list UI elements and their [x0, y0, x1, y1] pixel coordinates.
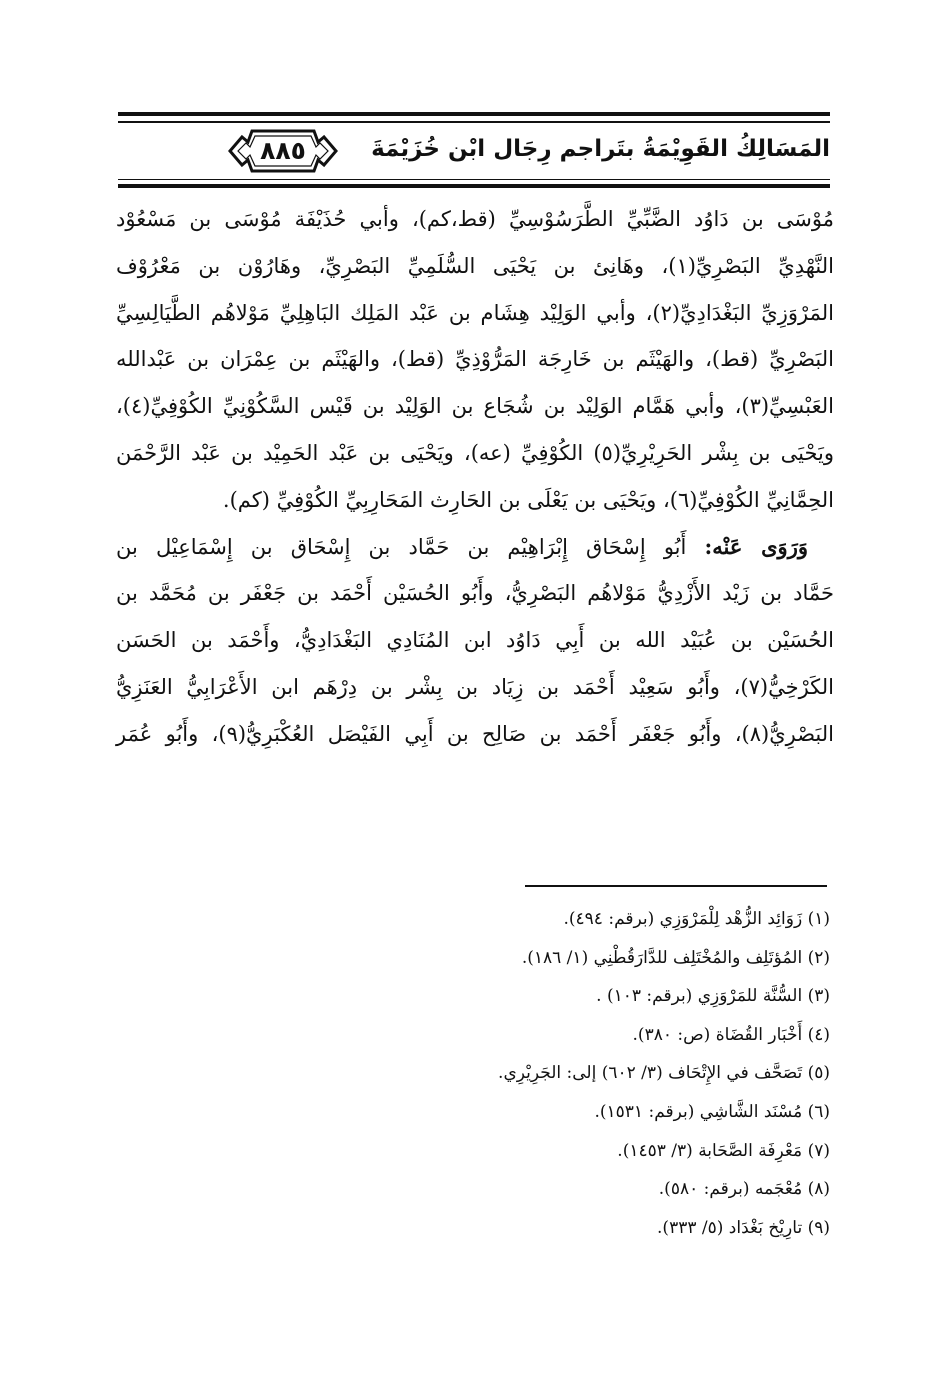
footnote-item: (٣) السُّنَّة للمَرْوَزِي (برقم: ١٠٣) . [596, 986, 830, 1007]
narrated-from-text: أَبُو إِسْحَاق إِبْرَاهِيْم بن حَمَّاد بن إِسْحَاق بن إِسْمَاعِيْل بن [116, 534, 687, 559]
main-text [116, 196, 834, 758]
header-rule-bottom [118, 184, 830, 188]
footnote-separator [525, 885, 827, 887]
footnote-item: (١) زَوَائِد الزُّهْد لِلْمَرْوَزِي (برقم: ٤٩٤). [563, 909, 830, 929]
text-line: المَرْوَزِيِّ البَغْدَادِيِّ(٢)، وأبي الوَلِيْد هِشَام بن عَبْد المَلِك البَاهِلِيِّ مَوْلاهُم الطَّيَالِسِيِّ [116, 300, 834, 325]
footnote-item: (٧) مَعْرِفَة الصَّحَابة (٣/ ١٤٥٣). [617, 1140, 830, 1161]
text-line: العَبْسِيِّ(٣)، وأبي هَمَّام الوَلِيْد بن شُجَاع بن الوَلِيْد بن قَيْس السَّكُوْنِيِّ الكُوْفِيِّ(٤)، [116, 394, 834, 419]
footnote-item: (٦) مُسْنَد الشَّاشِي (برقم: ١٥٣١). [594, 1101, 830, 1122]
header-rule-top [118, 112, 830, 116]
footnote-item: (٩) تارِيْخ بَغْدَاد (٥/ ٣٣٣). [657, 1217, 830, 1238]
page-header [118, 112, 830, 188]
footnote-item: (٥) تَصَحَّف في الإِتْحَاف (٣/ ٦٠٢) إلى: الجَرِيْرِي. [498, 1063, 830, 1084]
text-line: مُوْسَى بن دَاوُد الضَّبِّيِّ الطَّرَسُوْسِيِّ (قط،كم)، وأبي حُذَيْفَة مُوْسَى بن مَسْعُوْد [116, 207, 834, 231]
narrated-from-heading: وَرَوَى عَنْه: [704, 533, 808, 559]
text-line: الحُسَيْن بن عُبَيْد الله بن أَبِي دَاوُد ابن المُنَادِي البَغْدَادِيُّ، وأَحْمَد بن الحَسَن [116, 628, 834, 653]
page-number-badge [228, 128, 338, 174]
footnote-item: (٤) أَخْبَار القُضَاة (ص: ٣٨٠). [632, 1024, 830, 1045]
header-rule-top-thin [118, 121, 830, 123]
footnote-item: (٨) مُعْجَمه (برقم: ٥٨٠). [658, 1179, 830, 1200]
book-title: المَسَالِكُ القَوِيْمَةُ بتَراجم رِجَال ابْن خُزَيْمَةَ [371, 136, 830, 162]
footnotes [330, 900, 830, 1247]
text-line: الكَرْخِيُّ(٧)، وأَبُو سَعِيْد أَحْمَد بن زِيَاد بن بِشْر بن دِرْهَم ابن الأَعْرَابِيُّ العَنَزِيُّ [116, 674, 834, 699]
text-line: النَّهْدِيِّ البَصْرِيِّ(١)، وهَانِئ بن يَحْيَى السُّلَمِيِّ البَصْرِيِّ، وهَارُوْن بن مَعْرُوْف [116, 253, 834, 278]
footnote-item: (٢) المُؤتَلِف والمُخْتَلِف للدَّارَقُطْنِي (١/ ١٨٦). [521, 947, 830, 968]
page-number: ٨٨٥ [260, 136, 306, 165]
text-line: ويَحْيَى بن بِشْر الحَرِيْرِيِّ(٥) الكُوْفِيِّ (عه)، ويَحْيَى بن عَبْد الحَمِيْد بن عَبْد الرَّحْمَن [116, 440, 835, 465]
text-line: البَصْرِيُّ(٨)، وأَبُو جَعْفَر أَحْمَد بن صَالِح بن أَبِي الفَيْصَل العُكْبَرِيُّ(٩)، وأَبُو عُمَر [116, 721, 834, 746]
text-line: البَصْرِيِّ (قط)، والهَيْثَم بن خَارِجَة المَرُّوْذِيِّ (قط)، والهَيْثَم بن عِمْرَان بن عَبْدالله [116, 347, 834, 372]
narrated-from-line [116, 524, 834, 571]
text-line: حَمَّاد بن زَيْد الأَزْدِيُّ مَوْلاهُم البَصْرِيُّ، وأَبُو الحُسَيْن أَحْمَد بن جَعْفَر بن مُحَمَّد بن [116, 581, 834, 606]
header-rule-bottom-thin [118, 179, 830, 181]
text-line: الحِمَّانِيِّ الكُوْفِيِّ(٦)، ويَحْيَى بن يَعْلَى بن الحَارِث المَحَارِبِيِّ الكُوْفِيِّ (كم). [222, 487, 834, 512]
